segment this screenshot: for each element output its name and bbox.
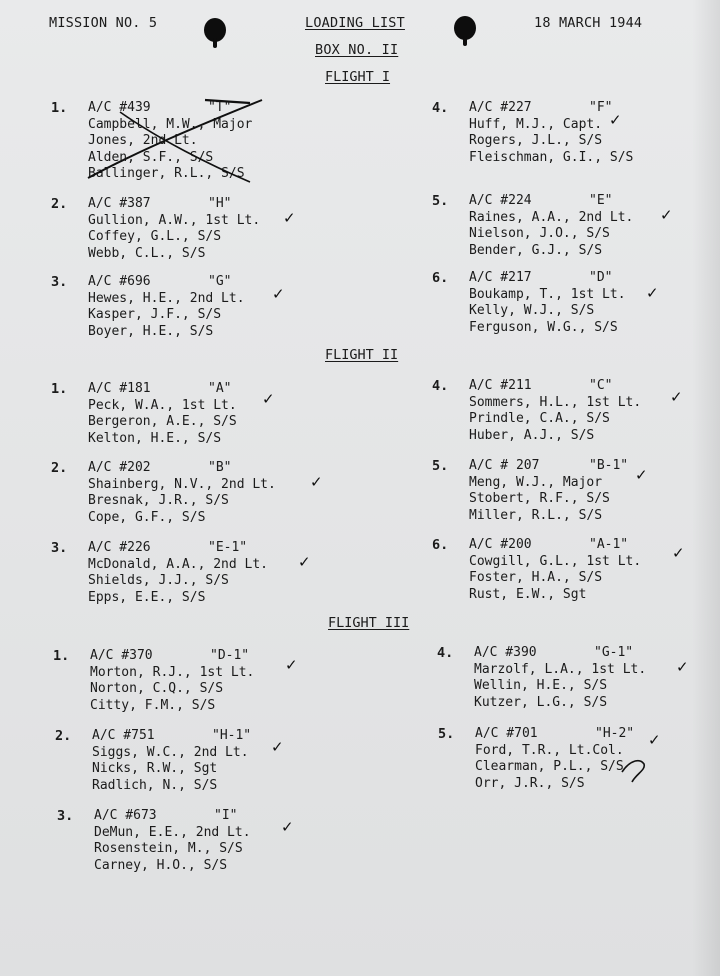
aircraft-code: "G-1" — [594, 645, 634, 660]
binder-hole-icon — [454, 16, 476, 40]
checkmark-icon: ✓ — [271, 738, 284, 756]
aircraft-number: A/C #224 — [469, 193, 532, 208]
aircraft-number: A/C #200 — [469, 537, 532, 552]
aircraft-number: A/C #387 — [88, 196, 151, 211]
entry-number: 2. — [55, 728, 72, 744]
aircraft-number: A/C #696 — [88, 274, 151, 289]
aircraft-code: "D-1" — [210, 648, 250, 663]
crew-member: Rust, E.W., Sgt — [469, 586, 587, 602]
crew-member: Prindle, C.A., S/S — [469, 411, 610, 426]
checkmark-icon: ✓ — [310, 473, 323, 491]
document-date: 18 MARCH 1944 — [534, 15, 643, 31]
entry-number: 6. — [432, 537, 449, 553]
crew-member: Rogers, J.L., S/S — [469, 133, 603, 148]
crew-member: Foster, H.A., S/S — [469, 570, 603, 585]
aircraft-code: "E" — [589, 193, 613, 208]
checkmark-icon: ✓ — [672, 544, 685, 562]
entry-number: 3. — [57, 808, 74, 824]
checkmark-icon: ✓ — [281, 818, 294, 836]
crew-member: Carney, H.O., S/S — [94, 857, 228, 873]
crew-member: Shainberg, N.V., 2nd Lt. — [88, 476, 276, 492]
checkmark-icon: ✓ — [676, 658, 689, 676]
crew-member: Radlich, N., S/S — [92, 777, 218, 793]
crew-member: Epps, E.E., S/S — [88, 589, 206, 605]
aircraft-code: "G" — [208, 274, 232, 289]
aircraft-number: A/C #181 — [88, 381, 151, 396]
crew-member: Cope, G.F., S/S — [88, 509, 206, 525]
entry-number: 1. — [53, 648, 70, 664]
crew-member: Stobert, R.F., S/S — [469, 491, 610, 506]
crew-member: Wellin, H.E., S/S — [474, 678, 608, 693]
aircraft-code: "C" — [589, 378, 613, 393]
crew-member: Bender, G.J., S/S — [469, 242, 603, 258]
crew-member: Clearman, P.L., S/S — [475, 759, 624, 774]
crew-member: Ferguson, W.G., S/S — [469, 319, 618, 335]
checkmark-icon: ✓ — [660, 206, 673, 224]
entry-number: 5. — [432, 458, 449, 474]
crew-member: Huber, A.J., S/S — [469, 427, 595, 443]
crew-member: Miller, R.L., S/S — [469, 507, 603, 523]
crew-member: Ford, T.R., Lt.Col. — [475, 742, 624, 758]
crew-member: Peck, W.A., 1st Lt. — [88, 397, 237, 413]
crew-member: Bergeron, A.E., S/S — [88, 414, 237, 429]
aircraft-number: A/C #226 — [88, 540, 151, 555]
aircraft-number: A/C # 207 — [469, 458, 540, 473]
crew-member: Kelly, W.J., S/S — [469, 303, 595, 318]
flight-heading: FLIGHT II — [325, 347, 399, 363]
checkmark-icon: ✓ — [285, 656, 298, 674]
mission-number: MISSION NO. 5 — [49, 15, 158, 31]
entry-number: 4. — [432, 378, 449, 394]
box-number: BOX NO. II — [315, 42, 399, 58]
crew-member: Campbell, M.W., Major — [88, 116, 253, 132]
checkmark-icon: ✓ — [609, 111, 622, 129]
entry-number: 1. — [51, 100, 68, 116]
entry-number: 6. — [432, 270, 449, 286]
checkmark-icon: ✓ — [670, 388, 683, 406]
crew-member: Raines, A.A., 2nd Lt. — [469, 209, 634, 225]
document-title: LOADING LIST — [305, 15, 405, 31]
crew-member: Shields, J.J., S/S — [88, 573, 229, 588]
aircraft-number: A/C #211 — [469, 378, 532, 393]
aircraft-number: A/C #227 — [469, 100, 532, 115]
crew-member: Gullion, A.W., 1st Lt. — [88, 212, 261, 228]
page-edge-shadow — [692, 0, 720, 976]
entry-number: 4. — [432, 100, 449, 116]
crew-member: Webb, C.L., S/S — [88, 245, 206, 261]
crew-member: Orr, J.R., S/S — [475, 775, 585, 791]
entry-number: 4. — [437, 645, 454, 661]
crew-member: Nielson, J.O., S/S — [469, 226, 610, 241]
crew-member: Morton, R.J., 1st Lt. — [90, 664, 255, 680]
crew-member: Bresnak, J.R., S/S — [88, 493, 229, 508]
checkmark-icon: ✓ — [298, 553, 311, 571]
aircraft-number: A/C #439 — [88, 100, 151, 115]
aircraft-code: "T" — [208, 100, 232, 115]
entry-number: 3. — [51, 274, 68, 290]
aircraft-code: "B" — [208, 460, 232, 475]
crew-member: Cowgill, G.L., 1st Lt. — [469, 553, 642, 569]
crew-member: DeMun, E.E., 2nd Lt. — [94, 824, 251, 840]
aircraft-code: "D" — [589, 270, 613, 285]
crew-member: Meng, W.J., Major — [469, 474, 603, 490]
aircraft-code: "H-2" — [595, 726, 635, 741]
crew-member: Kasper, J.F., S/S — [88, 307, 222, 322]
aircraft-number: A/C #390 — [474, 645, 537, 660]
entry-number: 2. — [51, 460, 68, 476]
aircraft-number: A/C #673 — [94, 808, 157, 823]
checkmark-icon: ✓ — [262, 390, 275, 408]
entry-number: 5. — [432, 193, 449, 209]
crew-member: Siggs, W.C., 2nd Lt. — [92, 744, 249, 760]
crew-member: Boyer, H.E., S/S — [88, 323, 214, 339]
crew-member: Citty, F.M., S/S — [90, 697, 216, 713]
aircraft-code: "E-1" — [208, 540, 248, 555]
crew-member: Huff, M.J., Capt. — [469, 116, 603, 132]
crew-member: Kelton, H.E., S/S — [88, 430, 222, 446]
aircraft-code: "B-1" — [589, 458, 629, 473]
crew-member: Fleischman, G.I., S/S — [469, 149, 634, 165]
checkmark-icon: ✓ — [283, 209, 296, 227]
crew-member: Kutzer, L.G., S/S — [474, 694, 608, 710]
checkmark-icon: ✓ — [635, 466, 648, 484]
aircraft-number: A/C #217 — [469, 270, 532, 285]
aircraft-number: A/C #701 — [475, 726, 538, 741]
entry-number: 2. — [51, 196, 68, 212]
crew-member: Jones, 2nd Lt. — [88, 133, 198, 148]
crew-member: McDonald, A.A., 2nd Lt. — [88, 556, 269, 572]
aircraft-code: "A-1" — [589, 537, 629, 552]
checkmark-icon: ✓ — [648, 731, 661, 749]
aircraft-number: A/C #202 — [88, 460, 151, 475]
crew-member: Sommers, H.L., 1st Lt. — [469, 394, 642, 410]
crew-member: Boukamp, T., 1st Lt. — [469, 286, 626, 302]
crew-member: Nicks, R.W., Sgt — [92, 761, 218, 776]
aircraft-code: "H" — [208, 196, 232, 211]
crew-member: Hewes, H.E., 2nd Lt. — [88, 290, 245, 306]
binder-hole-icon — [204, 18, 226, 42]
aircraft-number: A/C #751 — [92, 728, 155, 743]
checkmark-icon: ✓ — [646, 284, 659, 302]
crew-member: Norton, C.Q., S/S — [90, 681, 224, 696]
entry-number: 3. — [51, 540, 68, 556]
aircraft-code: "F" — [589, 100, 613, 115]
aircraft-number: A/C #370 — [90, 648, 153, 663]
crew-member: Alden, S.F., S/S — [88, 149, 214, 165]
checkmark-icon: ✓ — [272, 285, 285, 303]
crew-member: Marzolf, L.A., 1st Lt. — [474, 661, 647, 677]
entry-number: 1. — [51, 381, 68, 397]
flight-heading: FLIGHT III — [328, 615, 410, 631]
crew-member: Coffey, G.L., S/S — [88, 229, 222, 244]
aircraft-code: "A" — [208, 381, 232, 396]
aircraft-code: "I" — [214, 808, 238, 823]
aircraft-code: "H-1" — [212, 728, 252, 743]
flight-heading: FLIGHT I — [325, 69, 391, 85]
crew-member: Ballinger, R.L., S/S — [88, 166, 245, 181]
entry-number: 5. — [438, 726, 455, 742]
crew-member: Rosenstein, M., S/S — [94, 841, 243, 856]
